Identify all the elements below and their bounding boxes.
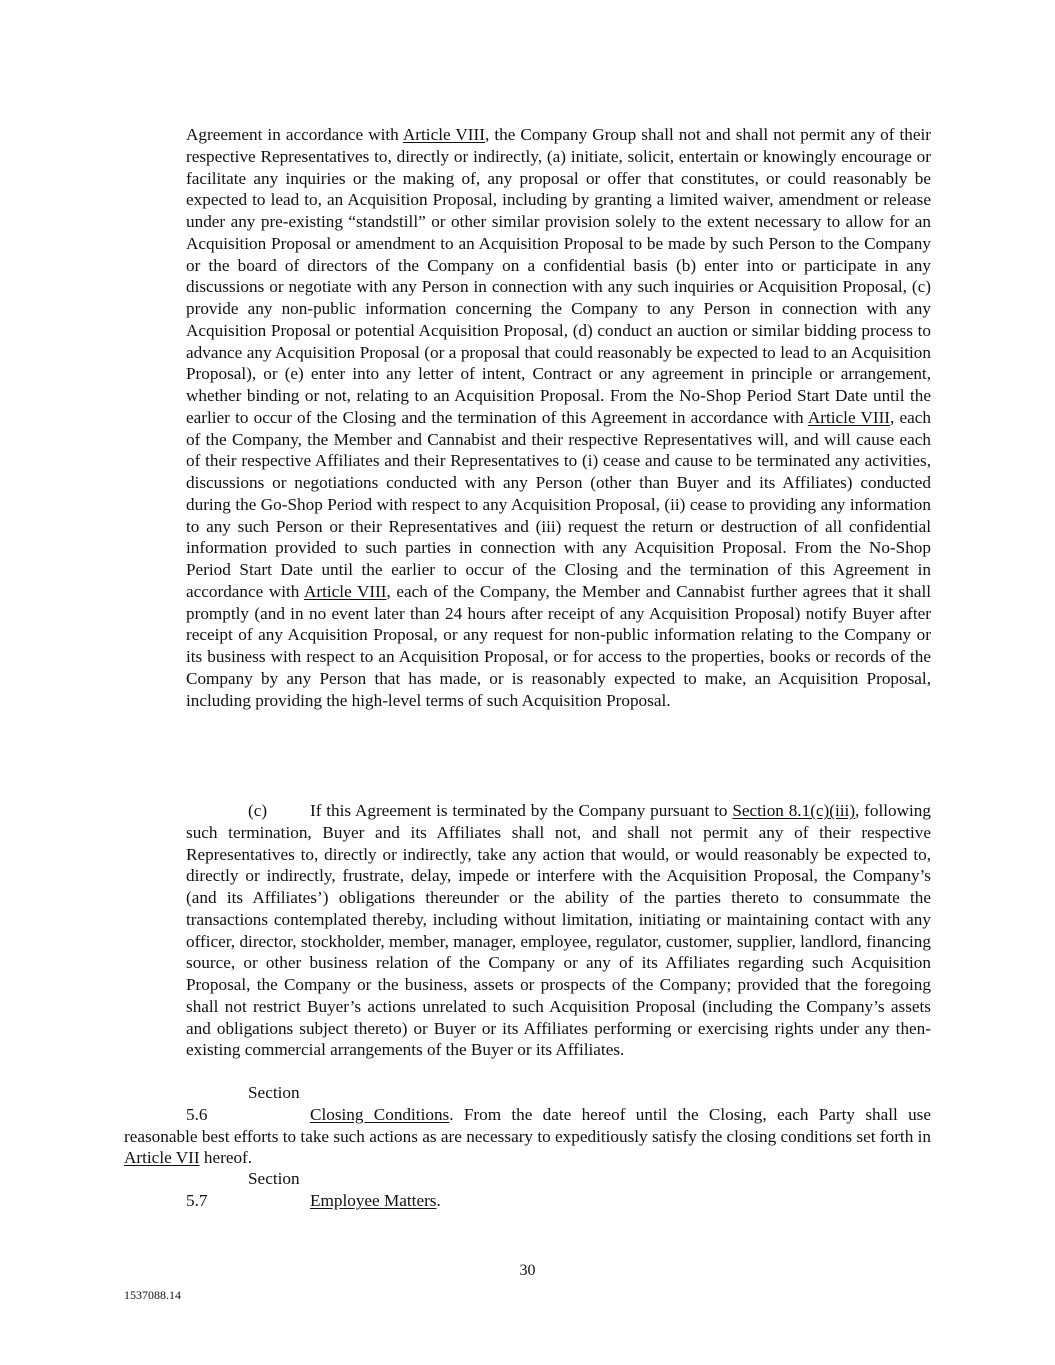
subsection-label: (c) [248,801,268,820]
paragraph-section-5-6 [124,1082,931,1169]
cross-reference-section-8-1: Section 8.1(c)(iii) [732,801,856,820]
text-span: , each of the Company, the Member and Cannabist further agrees that it shall promptly (and in no event later than 24 hours after receipt of any Acquisition Proposal) notify Buyer after receipt of any Acquisition Proposal, or any request for non-public information relating to the Company or its business with respect to an Acquisition Proposal, or for access to the properties, books or records of the Company by any Person that has made, or is reasonably expected to make, an Acquisition Proposal, including providing the high-level terms of such Acquisition Proposal. [186,581,931,710]
cross-reference-article-vii: Article VII [124,1148,200,1168]
section-title: Employee Matters [310,1190,437,1210]
text-span: . [436,1190,441,1210]
text-span: If this Agreement is terminated by the Company pursuant to [310,801,733,820]
section-number: Section 5.6 [186,1083,300,1124]
text-span: hereof. [199,1148,253,1168]
text-span: , each of the Company, the Member and Cannabist and their respective Representatives will, and will cause each of their respective Affiliates and their Representatives to (i) cease and cause to be terminated any activities, discussions or negotiations conducted with any Person (other than Buyer and its Affiliates) conducted during the Go-Shop Period with respect to any Acquisition Proposal, (ii) cease to providing any information to any such Person or their Representatives and (iii) request the return or destruction of all confidential information provided to such parties in connection with any Acquisition Proposal. From the No-Shop Period Start Date until the earlier to occur of the Closing and the termination of this Agreement in accordance with [186,407,932,601]
text-span: Agreement in accordance with [186,125,403,144]
page-number: 30 [519,1262,536,1279]
paragraph-no-shop-continuation [186,124,931,711]
cross-reference-article-viii: Article VIII [402,125,485,144]
cross-reference-article-viii: Article VIII [303,581,387,601]
paragraph-section-5-7 [124,1168,931,1212]
text-span: , following such termination, Buyer and its Affiliates shall not, and shall not permit any of their respective Representatives to, directly or indirectly, take any action that would, or would reasonably be expected to, directly or indirectly, frustrate, delay, impede or interfere with the Acquisition Proposal, the Company’s (and its Affiliates’) obligations thereunder or the ability of the parties thereto to consummate the transactions contemplated thereby, including without limitation, initiating or maintaining contact with any officer, director, stockholder, member, manager, employee, regulator, customer, supplier, landlord, financing source, or other business relation of the Company or any of its Affiliates regarding such Acquisition Proposal, the Company or the business, assets or prospects of the Company; provided that the foregoing shall not restrict Buyer’s actions unrelated to such Acquisition Proposal (including the Company’s assets and obligations subject thereto) or Buyer or its Affiliates performing or exercising rights under any then-existing commercial arrangements of the Buyer or its Affiliates. [186,801,931,1060]
text-span: , the Company Group shall not and shall not permit any of their respective Representatives to, directly or indirectly, (a) initiate, solicit, entertain or knowingly encourage or facilitate any inquiries or the making of, any proposal or offer that constitutes, or could reasonably be expected to lead to, an Acquisition Proposal, including by granting a limited waiver, amendment or release under any pre-existing “standstill” or other similar provision solely to the extent necessary to allow for an Acquisition Proposal or amendment to an Acquisition Proposal to be made by such Person to the Company or the board of directors of the Company on a confidential basis (b) enter into or participate in any discussions or negotiate with any Person in connection with any such inquiries or Acquisition Proposal, (c) provide any non-public information concerning the Company to any Person in connection with any Acquisition Proposal or potential Acquisition Proposal, (d) conduct an auction or similar bidding process to advance any Acquisition Proposal (or a proposal that could reasonably be expected to lead to an Acquisition Proposal), or (e) enter into any letter of intent, Contract or any agreement in principle or arrangement, whether binding or not, relating to an Acquisition Proposal. From the No-Shop Period Start Date until the earlier to occur of the Closing and the termination of this Agreement in accordance with [186,125,931,427]
section-number: Section 5.7 [186,1169,300,1210]
document-id: 1537088.14 [124,1288,181,1302]
text-span: . From the date hereof until the Closing, each Party shall use reasonable best efforts to take such actions as are necessary to expeditiously satisfy the closing conditions set forth in [124,1104,931,1146]
cross-reference-article-viii: Article VIII [807,407,891,427]
paragraph-subsection-c [186,800,931,1061]
section-title: Closing Conditions [310,1104,450,1124]
